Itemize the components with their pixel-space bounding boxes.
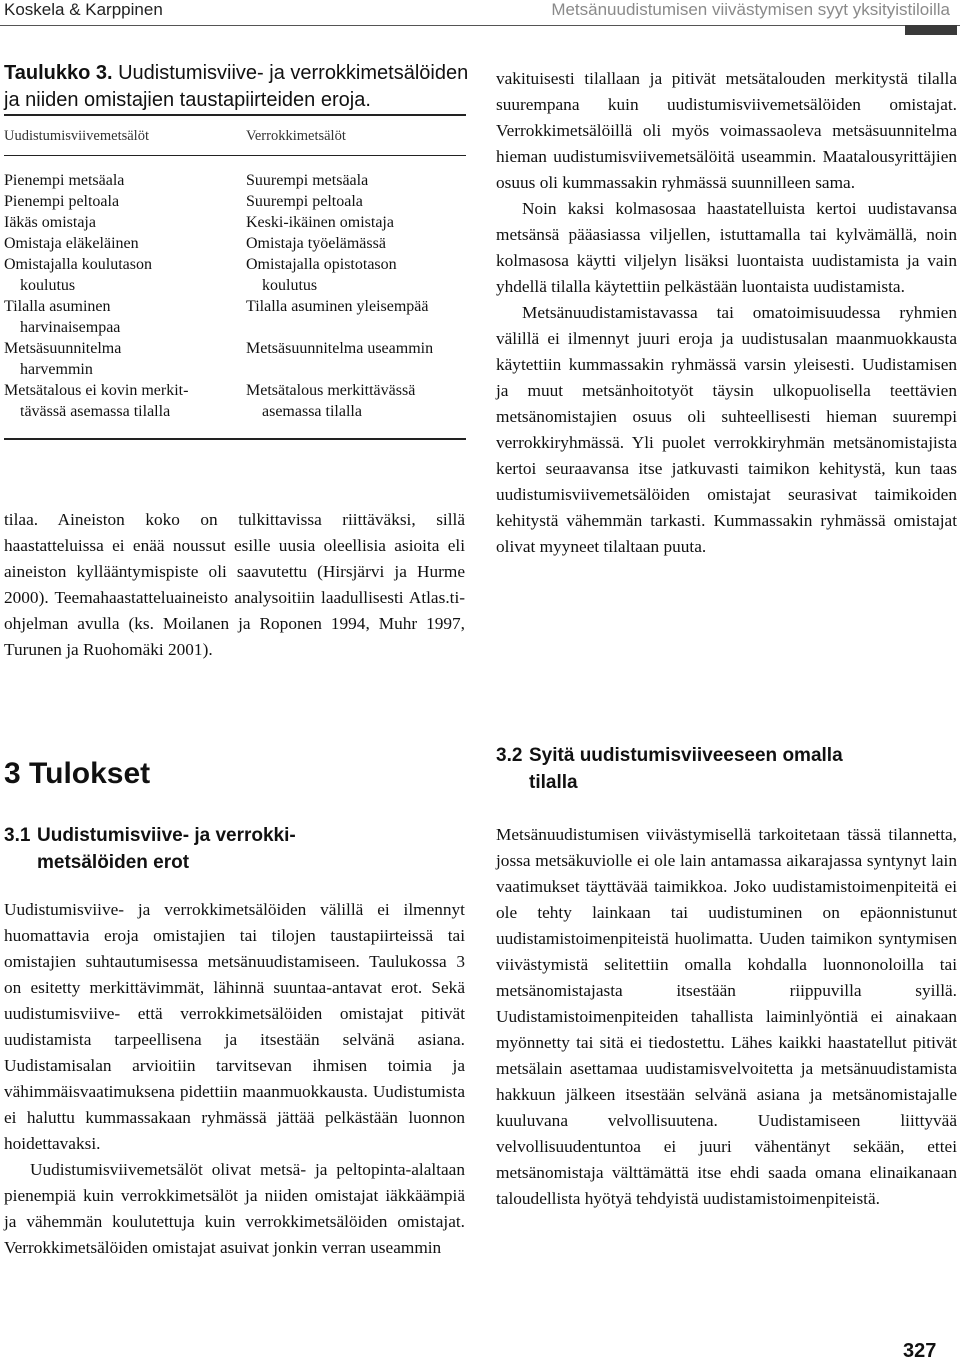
table-col-head-viive: Uudistumisviivemetsälöt — [4, 128, 149, 144]
table-cell-verrokki — [246, 338, 476, 359]
table-cell-line: Metsäsuunnitelma useammin — [246, 340, 434, 357]
paragraph-taustat: Uudistumisviivemetsälöt olivat metsä- ja peltopinta-alaltaan pienempiä kuin verrokkimetsälöt ja niiden omistajat iäkkäämpiä ja vähemmän koulutettuja kuin verrokkimetsälöiden omistajat. Verrokkimetsälöiden omistajat asuivat jonkin verran useammin — [4, 1160, 465, 1257]
table-cell-viive — [4, 170, 234, 191]
running-header-title: Metsänuudistumisen viivästymisen syyt yksityistiloilla — [551, 0, 950, 19]
table-cell-line: harvemmin — [20, 361, 93, 378]
paragraph-erot: Uudistumisviive- ja verrokkimetsälöiden välillä ei ilmennyt huomattavia eroja omistajien tai tilojen taustapiirteissä tai omistajien suhtautumisessa metsänuudistamiseen. Taulukossa 3 on esitetty merkittävimmät, lähinnä suuntaa-antavat erot. Sekä uudistumisviive- että verrokkimetsälöiden omistajat pitivät uudistamista tarpeellisena ja itsestään selvänä asiana. Uudistamisalan arvioitiin tarvitsevan ihmisen toimia ja vähimmäisvaatimuksena pidettiin maanmuokkausta. Uudistumista ei haluttu kummassakaan ryhmässä jättää pelkästään luonnon hoidettavaksi. — [4, 900, 465, 1153]
paragraph-aineisto: tilaa. Aineiston koko on tulkittavissa riittäväksi, sillä haastatteluissa ei enää noussut esille uusia oleellisia asioita eli aineiston kyllääntymispiste oli saavutettu (Hirsjärvi ja Hurme 2000). Teemahaastatteluaineisto analysoitiin laadullisesti Atlas.ti-ohjelman avulla (ks. Moilanen ja Roponen 1994, Muhr 1997, Turunen ja Ruohomäki 2001). — [4, 510, 465, 659]
table-cell-line: Keski-ikäinen omistaja — [246, 214, 394, 231]
table-cell-verrokki — [246, 191, 476, 212]
subsection-number: 3.1 — [4, 825, 31, 846]
table-cell-line: Iäkäs omistaja — [4, 214, 96, 231]
table-cell-verrokki — [246, 170, 476, 191]
table-cell-line: harvinaisempaa — [20, 319, 121, 336]
table-cell-line: koulutus — [20, 277, 76, 294]
table-bottom-rule — [4, 438, 466, 440]
table-cell-verrokki — [246, 380, 476, 422]
table-caption-text: Uudistumisviive- ja verrokkimetsälöiden ja niiden omistajien taustapiirteiden eroja. — [4, 62, 469, 111]
table-cell-line: tävässä asemassa tilalla — [20, 403, 171, 420]
table-cell-viive — [4, 254, 234, 296]
table-cell-viive — [4, 233, 234, 254]
table-cell-line: Metsätalous merkittävässä — [246, 382, 416, 399]
table-top-rule — [4, 114, 466, 116]
subsection-title-line2: tilalla — [529, 772, 578, 793]
table-cell-verrokki — [246, 254, 476, 296]
table-cell-line: Omistaja eläkeläinen — [4, 235, 139, 252]
paragraph-syita: Metsänuudistumisen viivästymisellä tarkoitetaan tässä tilannetta, jossa metsäkuviolle ei ole lain antamassa aikarajassa syntynyt lain vaatimukset täyttävää taimikkoa. Joko uudistamistoimenpiteitä ei ole tehty lainkaan tai uudistuminen on epäonnistunut uudistamistoimenpiteistä huolimatta. Uuden taimikon syntymisen viivästymistä selitettiin omalla kohdalla luonnonoloilla tai metsänomistajasta itsestään riippuvilla syillä. Uudistamistoimenpiteiden tahallista laiminlyöntiä ei ainakaan myönnetty tai sitä ei tiedostettu. Lähes kaikki haastatellut pitivät metsälain asettamaa uudistamisvelvoitetta ja metsänuudistamista hakkuun jälkeen itsestään selvänä asiana ja metsänomistajalle kuuluvana velvollisuutena. Uudistamiseen liittyvää velvollisuudentuntoa ei juuri vähentänyt sekään, ettei metsänomistaja välttämättä itse ehdi saada omana elinaikanaan taloudellista hyötyä tehdyistä uudistamistoimenpiteistä. — [496, 825, 957, 1208]
table-cell-line: Tilalla asuminen — [4, 298, 111, 315]
table-cell-line: Tilalla asuminen yleisempää — [246, 298, 429, 315]
subsection-number: 3.2 — [496, 745, 523, 766]
table-cell-line: Metsätalous ei kovin merkit- — [4, 382, 189, 399]
table-cell-line: Suurempi peltoala — [246, 193, 363, 210]
left-body-text — [4, 897, 465, 1261]
table-cell-line: Omistajalla koulutason — [4, 256, 152, 273]
table-cell-verrokki — [246, 233, 476, 254]
header-rule — [0, 25, 960, 26]
table-header-rule — [4, 155, 466, 156]
table-caption — [4, 60, 474, 114]
table-cell-line: Omistajalla opistotason — [246, 256, 397, 273]
table-cell-verrokki — [246, 296, 476, 317]
page-number: 327 — [903, 1340, 937, 1362]
subsection-title-line2: metsälöiden erot — [37, 852, 190, 873]
subsection-heading-3-2 — [496, 742, 936, 796]
table-cell-verrokki — [246, 212, 476, 233]
table-cell-line: Pienempi peltoala — [4, 193, 120, 210]
table-cell-line: Omistaja työelämässä — [246, 235, 386, 252]
table-cell-viive — [4, 380, 234, 422]
table-cell-viive — [4, 191, 234, 212]
paragraph-omatoimisuus: Metsänuudistamistavassa tai omatoimisuudessa ryhmien välillä ei ilmennyt juuri eroja ja uudistusalan maanmuokkausta käytettiin kummassakin ryhmässä varsin yleisesti. Uudistamisen ja muut metsänhoitotyöt täysin ulkopuolisella teettävien metsänomistajien osuus oli suhteellisesti hieman suurempi verrokkiryhmässä. Yli puolet verrokkiryhmän metsänomistajista kertoi seuraavansa itse jatkuvasti taimikon kehitystä, kun taas uudistumisviivemetsälöiden omistajat seurasivat taimikoiden kehitystä vähemmän tarkasti. Kummassakin ryhmässä omistajat olivat myyneet tilaltaan puuta. — [496, 303, 957, 556]
table-col-head-verrokki: Verrokkimetsälöt — [246, 128, 346, 144]
table-cell-line: koulutus — [262, 277, 318, 294]
paragraph-vakituisesti: vakituisesti tilallaan ja pitivät metsätalouden merkitystä tilalla suurempana kuin uudistumisviivemetsälöiden omistajat. Verrokkimetsälöillä oli myös voimassaoleva metsäsuunnitelma hieman uudistumisviivemetsälöitä useammin. Maatalousyrittäjien osuus oli kummassakin ryhmässä suunnilleen sama. — [496, 69, 957, 192]
paragraph-uudistamistapa: Noin kaksi kolmasosaa haastatelluista kertoi uudistavansa metsänsä pääasiassa viljellen, istuttamalla tai kylvämällä, noin kolmasosa käytti viljelyn lisäksi luontaista uudistamista ja vain yhdellä tilalla käytettiin pelkästään luontaista uudistamista. — [496, 199, 957, 296]
table-caption-number: Taulukko 3. — [4, 62, 113, 84]
subsection-heading-3-1 — [4, 822, 444, 876]
table-cell-line: Pienempi metsäala — [4, 172, 125, 189]
right-body-text-upper — [496, 66, 957, 560]
table-cell-viive — [4, 296, 234, 338]
table-cell-line: asemassa tilalla — [262, 403, 362, 420]
subsection-title-line1: Uudistumisviive- ja verrokki- — [37, 825, 296, 846]
subsection-title-line1: Syitä uudistumisviiveeseen omalla — [529, 745, 843, 766]
table-cell-line: Suurempi metsäala — [246, 172, 369, 189]
section-heading-tulokset: 3 Tulokset — [4, 757, 151, 790]
table-cell-viive — [4, 338, 234, 380]
header-marker-block — [905, 25, 957, 35]
running-header-authors: Koskela & Karppinen — [4, 0, 163, 19]
table-cell-line: Metsäsuunnitelma — [4, 340, 122, 357]
table-cell-viive — [4, 212, 234, 233]
